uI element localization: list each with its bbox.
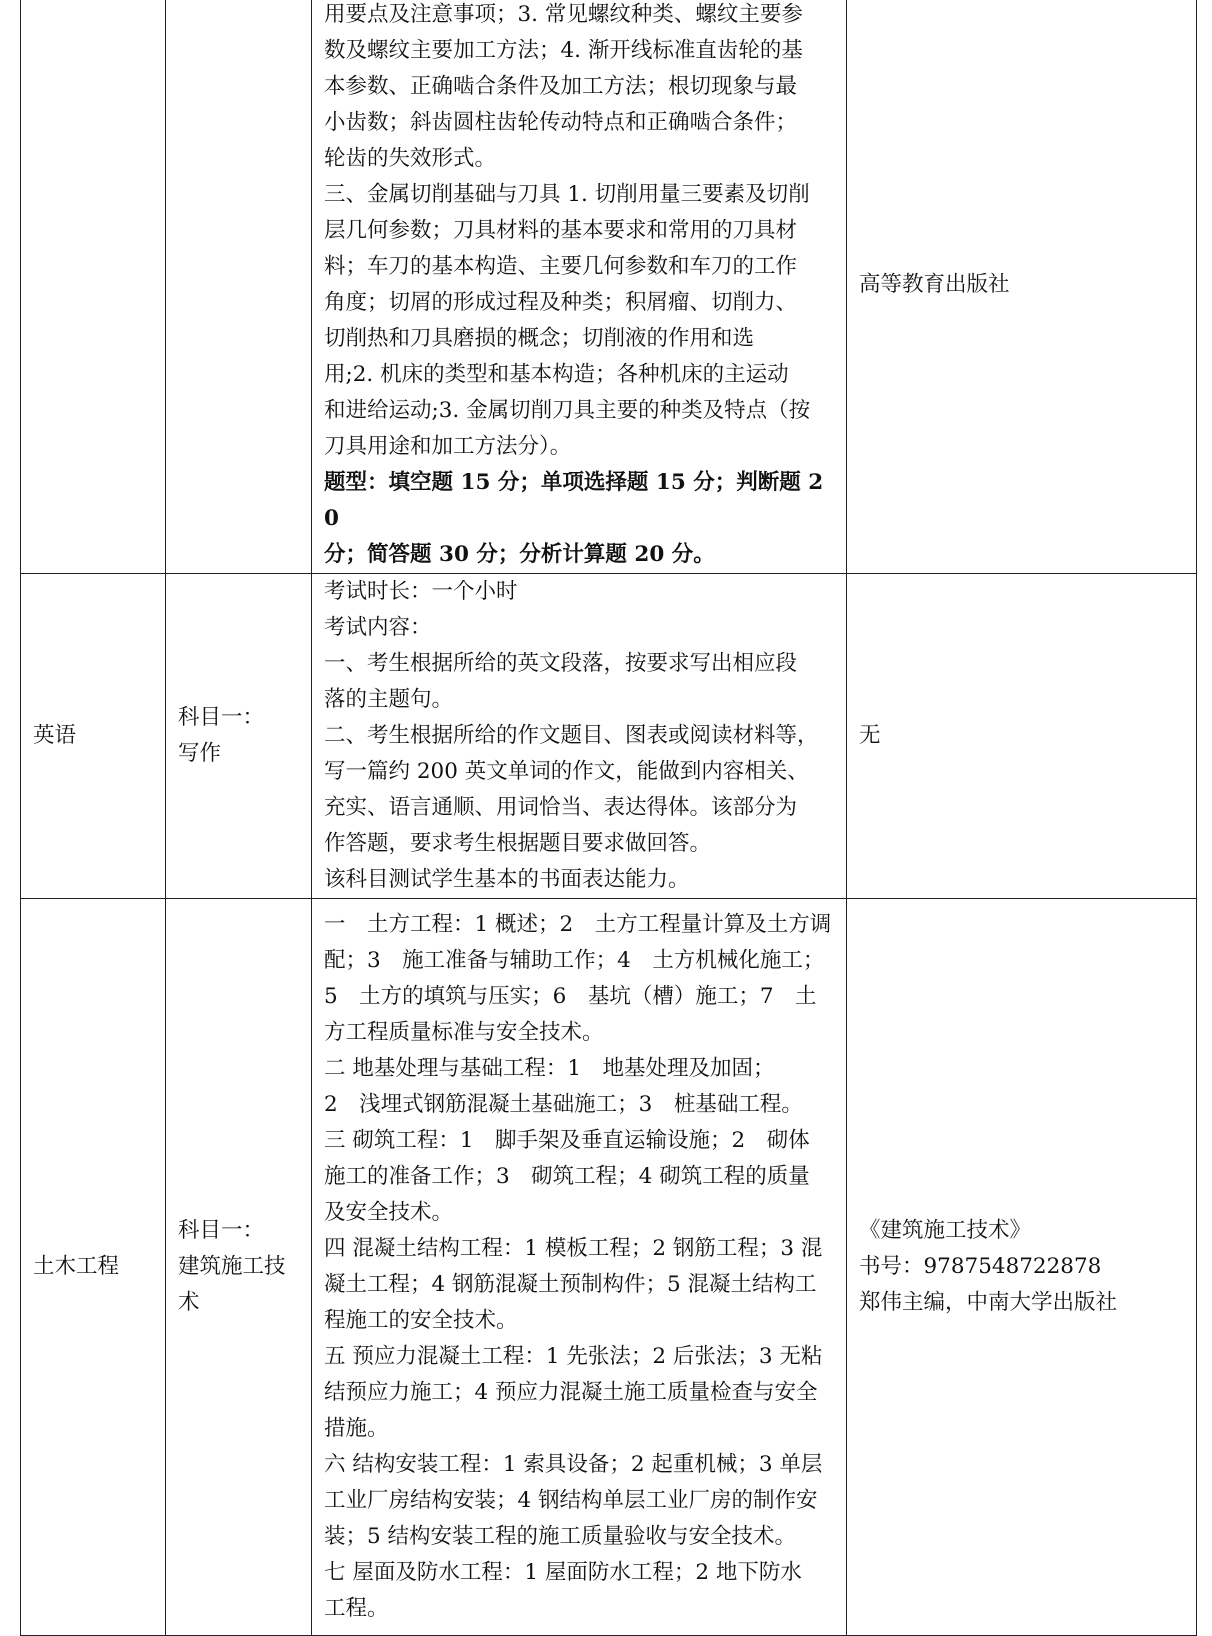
content-line: 六 结构安装工程：1 索具设备；2 起重机械；3 单层 xyxy=(324,1452,823,1477)
table-row xyxy=(21,899,1197,1636)
content-line: 工业厂房结构安装；4 钢结构单层工业厂房的制作安 xyxy=(324,1488,818,1513)
subject-cell xyxy=(21,574,166,899)
content-line: 用要点及注意事项；3. 常见螺纹种类、螺纹主要参 xyxy=(324,2,803,27)
content-line: 考试内容： xyxy=(324,615,432,640)
exam-item-line: 写作 xyxy=(178,741,222,766)
content-line: 装；5 结构安装工程的施工质量验收与安全技术。 xyxy=(324,1524,797,1549)
question-types-line: 分；简答题 30 分；分析计算题 20 分。 xyxy=(324,542,715,567)
content-line: 2 浅埋式钢筋混凝土基础施工；3 桩基础工程。 xyxy=(324,1092,803,1117)
exam-item-line: 术 xyxy=(178,1290,200,1315)
exam-item-cell xyxy=(166,574,312,899)
content-line: 轮齿的失效形式。 xyxy=(324,146,497,171)
subject-name: 土木工程 xyxy=(33,1254,120,1279)
content-line: 层几何参数；刀具材料的基本要求和常用的刀具材 xyxy=(324,218,798,243)
content-line: 该科目测试学生基本的书面表达能力。 xyxy=(324,867,690,892)
content-line: 角度；切屑的形成过程及种类；积屑瘤、切削力、 xyxy=(324,290,798,315)
content-line: 小齿数；斜齿圆柱齿轮传动特点和正确啮合条件； xyxy=(324,110,798,135)
content-line: 及安全技术。 xyxy=(324,1200,454,1225)
subject-cell xyxy=(21,899,166,1636)
content-cell xyxy=(312,0,847,574)
reference-line: 郑伟主编，中南大学出版社 xyxy=(859,1290,1118,1315)
content-line: 本参数、正确啮合条件及加工方法；根切现象与最 xyxy=(324,74,798,99)
content-line: 写一篇约 200 英文单词的作文，能做到内容相关、 xyxy=(324,759,809,784)
content-line: 结预应力施工；4 预应力混凝土施工质量检查与安全 xyxy=(324,1380,818,1405)
content-line: 七 屋面及防水工程：1 屋面防水工程；2 地下防水 xyxy=(324,1560,802,1585)
reference-line: 《建筑施工技术》 xyxy=(859,1218,1032,1243)
subject-name: 英语 xyxy=(33,723,77,748)
content-line: 三、金属切削基础与刀具 1. 切削用量三要素及切削 xyxy=(324,182,810,207)
content-line: 作答题，要求考生根据题目要求做回答。 xyxy=(324,831,712,856)
exam-item-line: 科目一： xyxy=(178,705,265,730)
subject-cell xyxy=(21,0,166,574)
reference-cell xyxy=(847,574,1197,899)
content-line: 刀具用途和加工方法分）。 xyxy=(324,434,572,459)
exam-item-cell xyxy=(166,0,312,574)
content-line: 落的主题句。 xyxy=(324,687,454,712)
content-line: 施工的准备工作；3 砌筑工程；4 砌筑工程的质量 xyxy=(324,1164,810,1189)
reference-line: 书号：9787548722878 xyxy=(859,1254,1102,1279)
table-row xyxy=(21,574,1197,899)
reference-cell xyxy=(847,899,1197,1636)
content-line: 用;2. 机床的类型和基本构造；各种机床的主运动 xyxy=(324,362,789,387)
reference-line: 高等教育出版社 xyxy=(859,272,1010,297)
content-line: 二 地基处理与基础工程：1 地基处理及加固； xyxy=(324,1056,775,1081)
content-line: 措施。 xyxy=(324,1416,389,1441)
question-types-line: 题型：填空题 15 分；单项选择题 15 分；判断题 20 xyxy=(324,470,824,531)
content-line: 二、考生根据所给的作文题目、图表或阅读材料等， xyxy=(324,723,819,748)
content-line: 一、考生根据所给的英文段落，按要求写出相应段 xyxy=(324,651,798,676)
exam-item-line: 建筑施工技 xyxy=(178,1254,286,1279)
content-line: 方工程质量标准与安全技术。 xyxy=(324,1020,604,1045)
content-line: 五 预应力混凝土工程：1 先张法；2 后张法；3 无粘 xyxy=(324,1344,823,1369)
exam-syllabus-table xyxy=(20,0,1197,1636)
content-line: 三 砌筑工程：1 脚手架及垂直运输设施；2 砌体 xyxy=(324,1128,810,1153)
table-row xyxy=(21,0,1197,574)
content-line: 一 土方工程：1 概述；2 土方工程量计算及土方调 xyxy=(324,912,832,937)
content-line: 四 混凝土结构工程：1 模板工程；2 钢筋工程；3 混 xyxy=(324,1236,823,1261)
content-line: 5 土方的填筑与压实；6 基坑（槽）施工；7 土 xyxy=(324,984,817,1009)
content-line: 数及螺纹主要加工方法；4. 渐开线标准直齿轮的基 xyxy=(324,38,803,63)
content-line: 配；3 施工准备与辅助工作；4 土方机械化施工； xyxy=(324,948,825,973)
content-line: 凝土工程；4 钢筋混凝土预制构件；5 混凝土结构工 xyxy=(324,1272,817,1297)
content-line: 工程。 xyxy=(324,1596,389,1621)
content-line: 切削热和刀具磨损的概念；切削液的作用和选 xyxy=(324,326,755,351)
content-cell xyxy=(312,574,847,899)
content-line: 料；车刀的基本构造、主要几何参数和车刀的工作 xyxy=(324,254,798,279)
exam-item-line: 科目一： xyxy=(178,1218,265,1243)
reference-line: 无 xyxy=(859,723,881,748)
content-line: 程施工的安全技术。 xyxy=(324,1308,518,1333)
content-line: 充实、语言通顺、用词恰当、表达得体。该部分为 xyxy=(324,795,798,820)
content-line: 考试时长：一个小时 xyxy=(324,579,518,604)
content-cell xyxy=(312,899,847,1636)
content-line: 和进给运动;3. 金属切削刀具主要的种类及特点（按 xyxy=(324,398,811,423)
exam-item-cell xyxy=(166,899,312,1636)
reference-cell xyxy=(847,0,1197,574)
